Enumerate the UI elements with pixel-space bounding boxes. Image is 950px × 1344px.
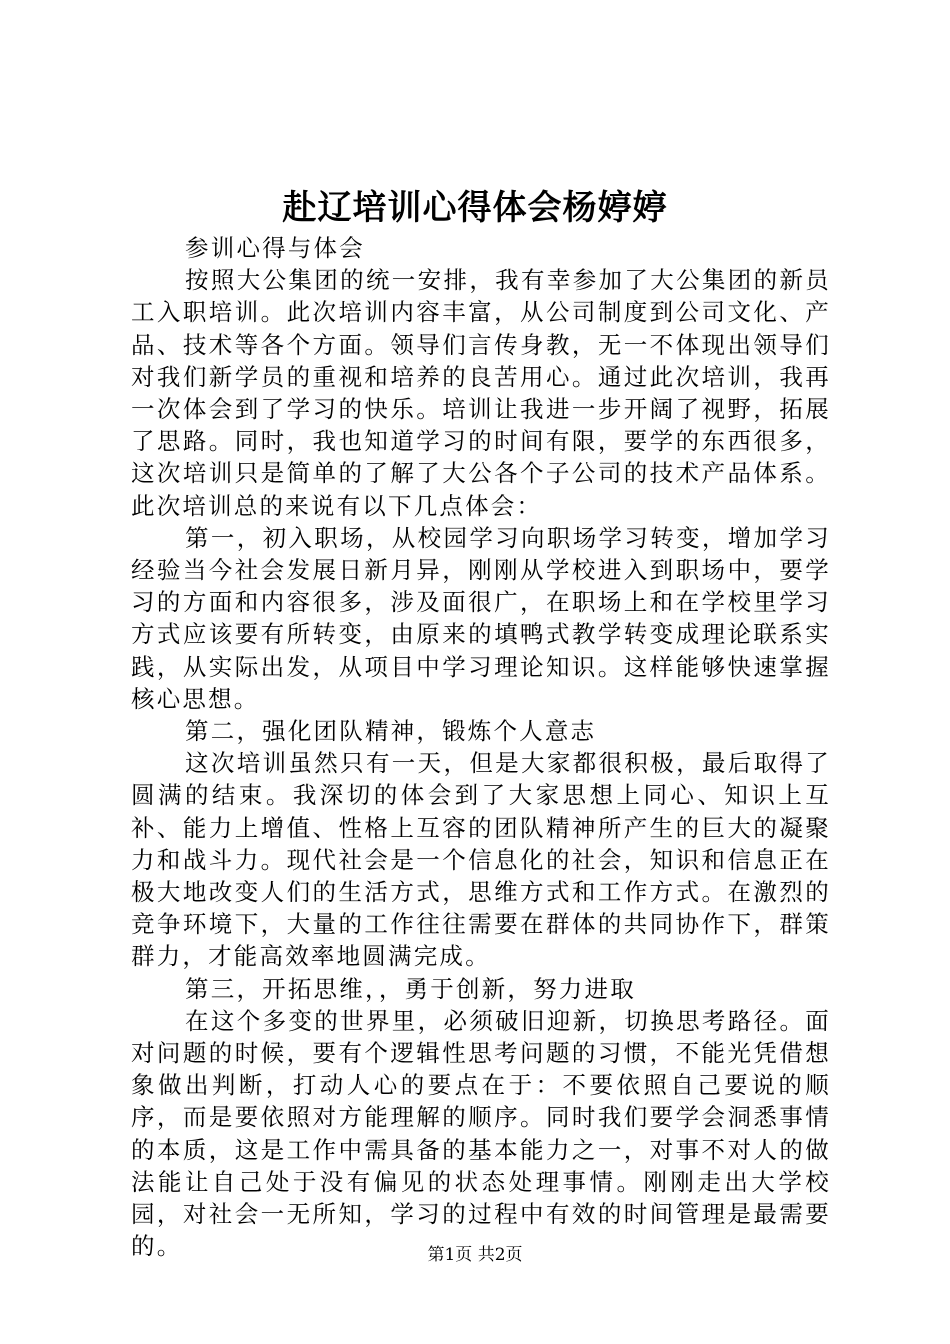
paragraph-point-three: 在这个多变的世界里，必须破旧迎新，切换思考路径。面对问题的时候，要有个逻辑性思考问题的习惯，不能光凭借想象做出判断，打动人心的要点在于：不要依照自己要说的顺序，而是要依照对方能理解的顺序。同时我们要学会洞悉事情的本质，这是工作中需具备的基本能力之一，对事不对人的做法能让自己处于没有偏见的状态处理事情。刚刚走出大学校园，对社会一无所知，学习的过程中有效的时间管理是最需要的。 — [131, 1006, 831, 1261]
paragraph-heading-two: 第二，强化团队精神，锻炼个人意志 — [185, 717, 597, 746]
paragraph-subtitle: 参训心得与体会 — [185, 234, 365, 262]
page-footer: 第1页 共2页 — [427, 1245, 523, 1265]
paragraph-intro: 按照大公集团的统一安排，我有幸参加了大公集团的新员工入职培训。此次培训内容丰富，从公司制度到公司文化、产品、技术等各个方面。领导们言传身教，无一不体现出领导们对我们新学员的重视和培养的良苦用心。通过此次培训，我再一次体会到了学习的快乐。培训让我进一步开阔了视野，拓展了思路。同时，我也知道学习的时间有限，要学的东西很多，这次培训只是简单的了解了大公各个子公司的技术产品体系。此次培训总的来说有以下几点体会： — [131, 266, 831, 520]
document-body — [131, 232, 831, 1263]
document-title: 赴辽培训心得体会杨婷婷 — [282, 188, 668, 228]
paragraph-point-two: 这次培训虽然只有一天，但是大家都很积极，最后取得了圆满的结束。我深切的体会到了大家思想上同心、知识上互补、能力上增值、性格上互容的团队精神所产生的巨大的凝聚力和战斗力。现代社会是一个信息化的社会，知识和信息正在极大地改变人们的生活方式，思维方式和工作方式。在激烈的竞争环境下，大量的工作往往需要在群体的共同协作下，群策群力，才能高效率地圆满完成。 — [131, 749, 831, 971]
paragraph-heading-three: 第三，开拓思维，，勇于创新，努力进取 — [185, 974, 636, 1003]
paragraph-point-one: 第一，初入职场，从校园学习向职场学习转变，增加学习经验当今社会发展日新月异，刚刚从学校进入到职场中，要学习的方面和内容很多，涉及面很广，在职场上和在学校里学习方式应该要有所转变，由原来的填鸭式教学转变成理论联系实践，从实际出发，从项目中学习理论知识。这样能够快速掌握核心思想。 — [131, 523, 831, 713]
